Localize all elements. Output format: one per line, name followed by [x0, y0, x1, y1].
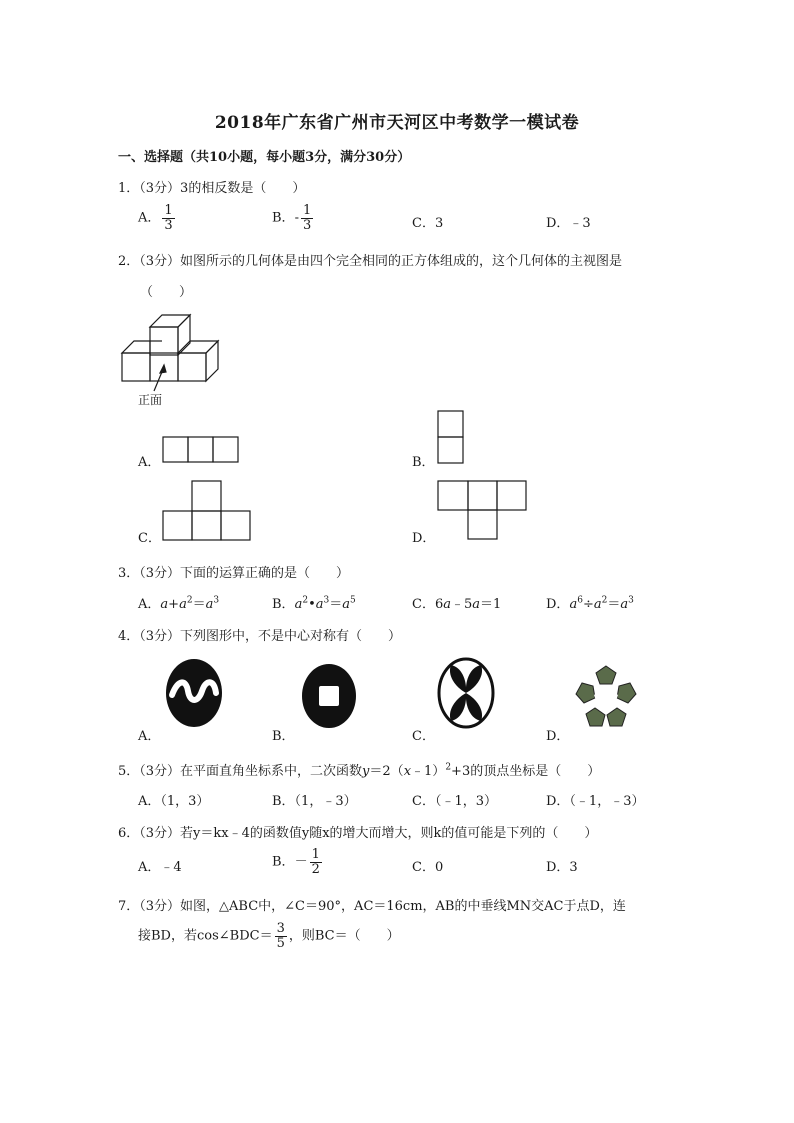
q1-option-c: C．3	[412, 216, 444, 231]
numerator: 3	[276, 921, 285, 936]
q6-option-d: D．3	[546, 860, 578, 875]
fraction	[162, 204, 174, 232]
numerator: 1	[302, 203, 312, 218]
minus-sign: －	[294, 854, 308, 870]
petal-oval-figure	[437, 657, 495, 729]
option-label: C．	[412, 597, 435, 612]
front-label: 正面	[138, 393, 163, 407]
fraction	[275, 922, 287, 950]
fraction	[310, 848, 322, 876]
q6-option-c: C．0	[412, 860, 444, 875]
q2-option-a-label: A．	[138, 455, 161, 470]
q5-option-b: B．（1，﹣3）	[272, 794, 357, 809]
option-label: A．	[138, 210, 161, 226]
q1-option-b	[272, 204, 315, 232]
q4-option-c-label: C．	[412, 729, 435, 744]
question-4-stem: 4．（3分）下列图形中，不是中心对称有（ ）	[118, 629, 402, 644]
stem-text: 接BD，若cos∠BDC＝	[138, 928, 273, 944]
question-2-paren: （ ）	[140, 285, 193, 300]
stem-text: +3的顶点坐标是（ ）	[451, 764, 601, 779]
q6-option-b	[272, 848, 324, 876]
q2-option-d-figure	[437, 480, 529, 542]
q2-option-c-label: C．	[138, 531, 161, 546]
question-7-line-1: 7．（3分）如图，△ABC中，∠C＝90°，AC＝16cm，AB的中垂线MN交AC于点D，连	[118, 899, 626, 914]
option-label: B．	[272, 210, 295, 226]
question-7-line-2	[138, 922, 400, 950]
option-label: B．	[272, 597, 295, 612]
denominator: 2	[311, 861, 320, 877]
numerator: 1	[164, 203, 173, 218]
question-2-stem: 2．（3分）如图所示的几何体是由四个完全相同的正方体组成的，这个几何体的主视图是	[118, 254, 623, 269]
q1-option-d: D．﹣3	[546, 216, 591, 231]
denominator: 5	[276, 935, 285, 951]
minus-sign: -	[294, 210, 299, 226]
exam-title: 2018年广东省广州市天河区中考数学一模试卷	[214, 113, 580, 133]
q5-option-d: D．（﹣1，﹣3）	[546, 794, 645, 809]
q3-option-d: D．$a^6\div a^2=a^3$	[546, 595, 634, 612]
q4-option-b-label: B．	[272, 729, 295, 744]
q4-option-a-label: A．	[138, 729, 161, 744]
q2-option-b-label: B．	[412, 455, 435, 470]
section-heading: 一、选择题（共10小题，每小题3分，满分30分）	[118, 150, 411, 165]
coin-figure	[300, 662, 358, 730]
wave-disc-figure	[164, 657, 224, 729]
question-5-stem: 5．（3分）在平面直角坐标系中，二次函数y＝2（x﹣1）$^2$+3的顶点坐标是（ ）	[118, 762, 601, 779]
q2-option-c-figure	[162, 480, 254, 542]
pentagon-ring-figure	[574, 664, 638, 730]
cube-solid-figure	[118, 305, 228, 410]
q5-option-a: A．（1，3）	[138, 794, 210, 809]
option-label: A．	[138, 597, 161, 612]
fraction	[301, 204, 313, 232]
option-label: B．	[272, 854, 295, 870]
question-3-stem: 3．（3分）下面的运算正确的是（ ）	[118, 566, 350, 581]
q5-option-c: C．（﹣1，3）	[412, 794, 497, 809]
stem-text: ，则BC＝（ ）	[288, 928, 400, 944]
q3-option-a: A．$a+a^2=a^3$	[138, 595, 220, 612]
q4-option-d-label: D．	[546, 729, 570, 744]
denominator: 3	[164, 217, 173, 233]
option-label: D．	[546, 597, 570, 612]
q2-option-a-figure	[162, 436, 240, 464]
stem-text: 5．（3分）在平面直角坐标系中，二次函数	[118, 764, 363, 779]
question-1-stem: 1．（3分）3的相反数是（ ）	[118, 181, 306, 196]
q3-option-c: C．6a﹣5a＝1	[412, 597, 502, 612]
numerator: 1	[311, 847, 320, 862]
q2-option-b-figure	[437, 410, 465, 464]
q3-option-b: B．$a^2•a^3=a^5$	[272, 595, 356, 612]
question-6-stem: 6．（3分）若y＝kx﹣4的函数值y随x的增大而增大，则k的值可能是下列的（ ）	[118, 826, 598, 841]
q2-option-d-label: D．	[412, 531, 436, 546]
denominator: 3	[302, 217, 312, 233]
q1-option-a	[138, 204, 177, 232]
q6-option-a: A．﹣4	[138, 860, 182, 875]
